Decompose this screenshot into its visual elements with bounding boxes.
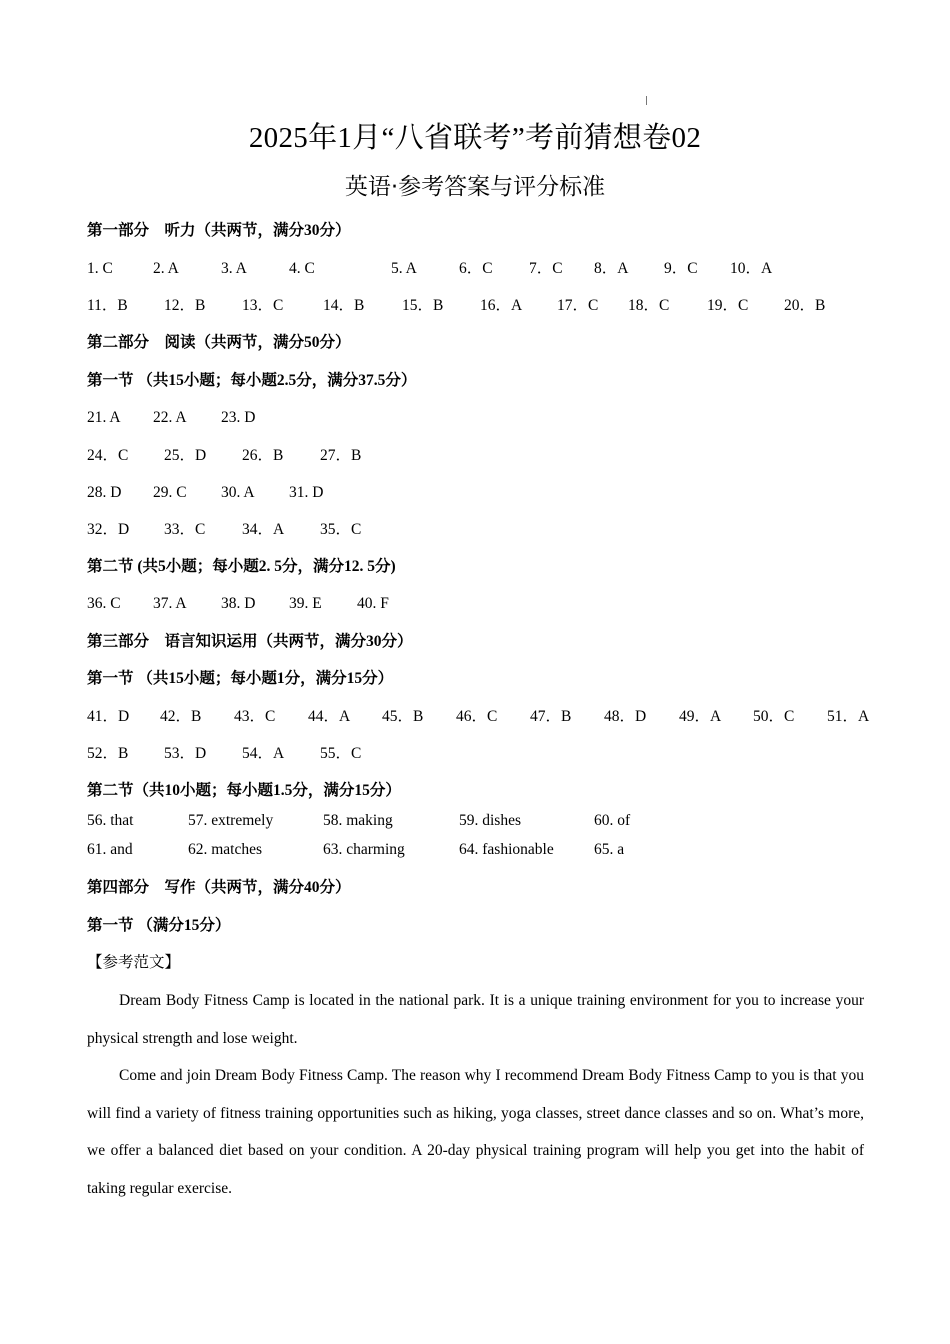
answer-item: 21. A	[87, 409, 121, 426]
answer-item: 40. F	[357, 595, 389, 612]
answer-item: 65. a	[594, 841, 625, 858]
answer-item: 46．C	[456, 708, 498, 725]
answer-item: 8．A	[594, 260, 629, 277]
answer-item: 63. charming	[323, 841, 405, 858]
answer-item: 52．B	[87, 745, 129, 762]
answer-item: 50．C	[753, 708, 795, 725]
answer-item: 12．B	[164, 297, 206, 314]
sample-essay-label: 【参考范文】	[87, 954, 181, 971]
answer-item: 38. D	[221, 595, 256, 612]
answer-item: 34．A	[242, 521, 285, 538]
answer-item: 20．B	[784, 297, 826, 314]
answer-item: 42．B	[160, 708, 202, 725]
answer-item: 7．C	[529, 260, 563, 277]
part4-heading: 第四部分 写作（共两节，满分40分）	[87, 879, 351, 896]
answer-item: 1. C	[87, 260, 113, 277]
sample-essay-paragraph-2: Come and join Dream Body Fitness Camp. The reason why I recommend Dream Body Fitness Camp to you is that you will find a variety of fitness training opportunities such as hiking, yoga classes, street dance classes and so on. What’s more, we offer a balanced diet based on your condition. A 20-day physical training program will help you get into the habit of taking regular exercise.	[87, 1067, 864, 1197]
answer-item: 31. D	[289, 484, 324, 501]
answer-item: 41．D	[87, 708, 130, 725]
answer-item: 18．C	[628, 297, 670, 314]
part2-heading: 第二部分 阅读（共两节，满分50分）	[87, 334, 351, 351]
answer-item: 47．B	[530, 708, 572, 725]
part2-section2-heading: 第二节 (共5小题；每小题2. 5分，满分12. 5分)	[87, 558, 396, 575]
answer-item: 26．B	[242, 447, 284, 464]
answer-item: 28. D	[87, 484, 122, 501]
answer-item: 45．B	[382, 708, 424, 725]
answer-item: 51．A	[827, 708, 870, 725]
document-title: 2025年1月“八省联考”考前猜想卷02	[248, 122, 702, 154]
part4-section1-heading: 第一节 （满分15分）	[87, 917, 231, 934]
document-subtitle: 英语·参考答案与评分标准	[344, 174, 606, 200]
answer-item: 24．C	[87, 447, 129, 464]
answer-item: 43．C	[234, 708, 276, 725]
answer-item: 48．D	[604, 708, 647, 725]
answer-item: 3. A	[221, 260, 247, 277]
answer-item: 16．A	[480, 297, 523, 314]
part3-section1-heading: 第一节 （共15小题；每小题1分，满分15分）	[87, 670, 394, 687]
sample-essay-paragraph-1: Dream Body Fitness Camp is located in the national park. It is a unique training environment for you to increase your physical strength and lose weight.	[87, 992, 864, 1047]
answer-item: 25．D	[164, 447, 207, 464]
answer-item: 49．A	[679, 708, 722, 725]
answer-item: 11．B	[87, 297, 128, 314]
answer-item: 14．B	[323, 297, 365, 314]
answer-item: 23. D	[221, 409, 256, 426]
part1-heading: 第一部分 听力（共两节，满分30分）	[87, 222, 351, 239]
answer-item: 56. that	[87, 812, 134, 829]
answer-item: 6．C	[459, 260, 493, 277]
answer-item: 17．C	[557, 297, 599, 314]
answer-item: 19．C	[707, 297, 749, 314]
answer-item: 27．B	[320, 447, 362, 464]
answer-item: 10．A	[730, 260, 773, 277]
answer-item: 4. C	[289, 260, 315, 277]
answer-item: 30. A	[221, 484, 255, 501]
answer-item: 39. E	[289, 595, 322, 612]
answer-item: 37. A	[153, 595, 187, 612]
part3-heading: 第三部分 语言知识运用（共两节，满分30分）	[87, 633, 413, 650]
answer-item: 62. matches	[188, 841, 263, 858]
answer-item: 15．B	[402, 297, 444, 314]
answer-item: 53．D	[164, 745, 207, 762]
answer-item: 57. extremely	[188, 812, 274, 829]
part3-section2-heading: 第二节（共10小题；每小题1.5分，满分15分）	[87, 782, 401, 799]
answer-item: 32．D	[87, 521, 130, 538]
answer-item: 22. A	[153, 409, 187, 426]
answer-item: 59. dishes	[459, 812, 521, 829]
answer-item: 61. and	[87, 841, 133, 858]
answer-item: 13．C	[242, 297, 284, 314]
page-mark	[646, 96, 647, 105]
answer-item: 29. C	[153, 484, 187, 501]
answer-item: 64. fashionable	[459, 841, 554, 858]
answer-item: 36. C	[87, 595, 121, 612]
answer-item: 60. of	[594, 812, 631, 829]
answer-item: 2. A	[153, 260, 179, 277]
answer-item: 9．C	[664, 260, 698, 277]
answer-item: 35．C	[320, 521, 362, 538]
answer-item: 33．C	[164, 521, 206, 538]
part2-section1-heading: 第一节 （共15小题；每小题2.5分，满分37.5分）	[87, 372, 417, 389]
answer-item: 55．C	[320, 745, 362, 762]
answer-item: 5. A	[391, 260, 417, 277]
answer-item: 44．A	[308, 708, 351, 725]
answer-item: 58. making	[323, 812, 393, 829]
answer-item: 54．A	[242, 745, 285, 762]
